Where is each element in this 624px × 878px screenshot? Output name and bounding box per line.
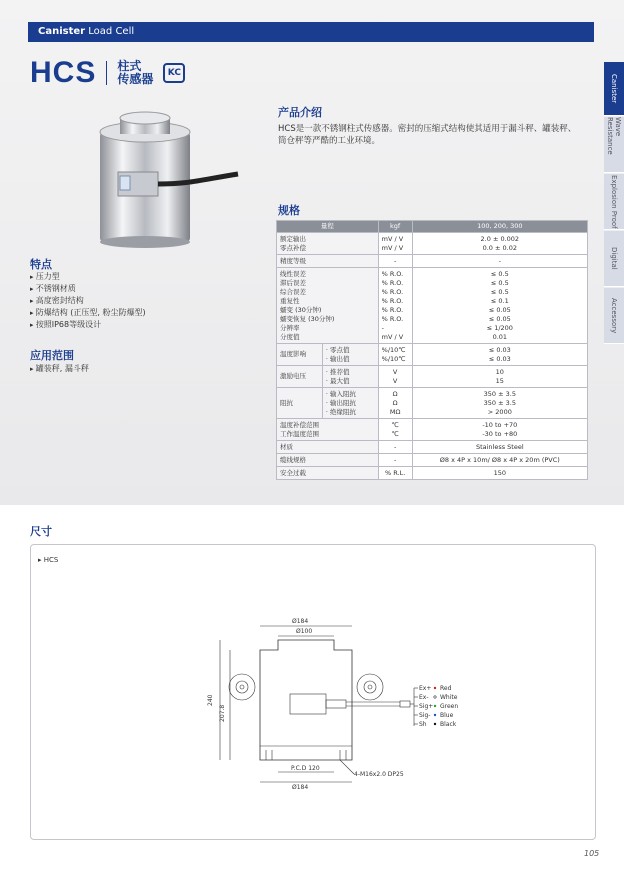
spec-unit: - [381,323,384,332]
spec-name: 线性误差 [280,269,306,278]
spec-value: Ø8 x 4P x 10m/ Ø8 x 4P x 20m (PVC) [412,454,587,467]
spec-unit: - [378,454,412,467]
spec-name: 蠕变恢复 (30分钟) [280,314,335,323]
spec-name: 分度值 [280,332,300,341]
banner-rest: Load Cell [85,26,135,37]
wire-color: Blue [440,712,454,719]
spec-value: 10 [495,367,504,376]
model-code: HCS [30,56,97,89]
wire-sig: Ex- [419,694,429,701]
title-divider [106,61,107,85]
spec-name: 滞后误差 [280,278,306,287]
spec-value: -10 to +70 [482,420,518,429]
spec-row-excite [277,366,588,388]
spec-name: 安全过载 [277,467,379,480]
dim-pcd: P.C.D 120 [291,765,320,772]
features-title: 特点 [30,258,52,271]
feature-item: ▸ 压力型 [30,271,146,283]
spec-cell-value [412,233,587,255]
spec-unit: mV / V [381,234,404,243]
spec-cell-sub [322,344,378,366]
wire-sig: Ex+ [419,685,432,692]
spec-row-temprange [277,419,588,441]
spec-value: ≤ 0.5 [490,269,509,278]
dimensions-label: ▸ HCS [38,556,59,564]
spec-unit: MΩ [389,407,401,416]
spec-cell-sub [322,388,378,419]
spec-value: Stainless Steel [412,441,587,454]
spec-name: 材质 [277,441,379,454]
side-tab-wave-resistance[interactable]: Wave Resistance [604,117,624,173]
product-photo [90,110,240,250]
dim-d184-bottom: Ø184 [292,784,309,791]
spec-sub: · 绝缘阻抗 [325,407,356,416]
spec-cell-value [412,366,587,388]
side-tab-digital[interactable]: Digital [604,231,624,287]
spec-value: 0.0 ± 0.02 [482,243,517,252]
spec-unit: Ω [392,389,398,398]
spec-cell-name [277,233,379,255]
spec-unit: ℃ [391,420,399,429]
spec-table [276,220,588,480]
spec-cell-sub [322,366,378,388]
spec-name: 综合误差 [280,287,306,296]
spec-value: 150 [412,467,587,480]
intro-title: 产品介绍 [278,106,322,119]
dim-height-207: 207.8 [219,704,226,722]
spec-unit: V [392,376,398,385]
page-number: 105 [584,849,600,858]
category-banner [28,22,594,42]
spec-value: ≤ 0.05 [488,305,511,314]
wire-color: Black [440,721,457,728]
spec-header-value: 100, 200, 300 [412,221,587,233]
spec-value: ≤ 0.5 [490,287,509,296]
feature-item: ▸ 防爆结构 (正压型, 粉尘防爆型) [30,307,146,319]
spec-unit: - [378,255,412,268]
intro-text: HCS是一款不锈钢柱式传感器。密封的压缩式结构使其适用于漏斗秤、罐装秤、筒仓秤等严酷的工业环境。 [278,124,577,146]
spec-unit: mV / V [381,332,404,341]
spec-cell-value [412,344,587,366]
wire-color: White [440,694,458,701]
side-tab-explosion-proof[interactable]: Explosion Proof [604,174,624,230]
feature-item: ▸ 按照IP68等级设计 [30,319,146,331]
spec-value: ≤ 0.03 [488,345,511,354]
spec-value: ≤ 0.03 [488,354,511,363]
dimensions-model: HCS [43,556,59,564]
dimensions-title: 尺寸 [30,525,52,538]
spec-cell-name [277,268,379,344]
spec-row-accuracy [277,255,588,268]
model-name-line2: 传感器 [117,72,154,86]
spec-unit: % R.O. [381,314,404,323]
spec-header-name: 量程 [277,221,379,233]
wire-sig: Sig+ [419,703,434,710]
model-name-line1: 柱式 [117,59,142,73]
wire-sig: Sig- [419,712,431,719]
spec-row-errors [277,268,588,344]
spec-value: > 2000 [487,407,512,416]
spec-unit: % R.O. [381,287,404,296]
dimension-drawing [200,610,490,795]
banner-bold: Canister [38,26,86,37]
spec-sub: · 最大值 [325,376,350,385]
spec-row-output [277,233,588,255]
spec-unit: % R.L. [378,467,412,480]
spec-value: 350 ± 3.5 [483,389,516,398]
dim-d100: Ø100 [296,628,313,635]
spec-name: 阻抗 [277,388,323,419]
side-tab-accessory[interactable]: Accessory [604,288,624,344]
spec-unit: % R.O. [381,296,404,305]
spec-row-temp [277,344,588,366]
wire-sig: Sh [419,721,427,728]
spec-unit: V [392,367,398,376]
model-title [30,56,185,90]
spec-value: ≤ 0.05 [488,314,511,323]
feature-item: ▸ 高度密封结构 [30,295,146,307]
spec-value: 350 ± 3.5 [483,398,516,407]
spec-value: ≤ 0.5 [490,278,509,287]
spec-name: 温度补偿范围 [280,420,319,429]
spec-row-resist [277,388,588,419]
model-name-cn [117,60,153,86]
spec-cell-value [412,268,587,344]
spec-name: 分辨率 [280,323,300,332]
spec-cell-unit [378,344,412,366]
spec-value: ≤ 1/200 [486,323,513,332]
spec-name: 精度等级 [277,255,379,268]
spec-unit: - [378,441,412,454]
feature-item: ▸ 不锈钢材质 [30,283,146,295]
spec-sub: · 输出值 [325,354,350,363]
spec-name: 缆线规格 [277,454,379,467]
spec-row-overload [277,467,588,480]
spec-cell-unit [378,419,412,441]
spec-unit: Ω [392,398,398,407]
spec-sub: · 零点值 [325,345,350,354]
application-list [30,363,89,375]
spec-cell-unit [378,233,412,255]
spec-sub: · 输入阻抗 [325,389,356,398]
dim-height-240: 240 [207,694,214,706]
spec-cell-unit [378,388,412,419]
spec-row-material [277,441,588,454]
spec-cell-unit [378,366,412,388]
spec-cell-name [277,419,379,441]
application-title: 应用范围 [30,349,74,362]
spec-unit: %/10℃ [381,354,406,363]
spec-unit: mV / V [381,243,404,252]
spec-cell-unit [378,268,412,344]
features-list [30,271,146,331]
wire-color: Red [440,685,452,692]
spec-cell-value [412,388,587,419]
side-tab-canister[interactable]: Canister [604,62,624,116]
spec-name: 激励电压 [277,366,323,388]
spec-value: 0.01 [492,332,508,341]
spec-name: 蠕变 (30分钟) [280,305,322,314]
spec-unit: % R.O. [381,269,404,278]
spec-name: 温度影响 [277,344,323,366]
spec-row-cable [277,454,588,467]
spec-value: - [412,255,587,268]
wire-color: Green [440,703,459,710]
spec-sub: · 推荐值 [325,367,350,376]
spec-name: 重复性 [280,296,300,305]
application-item: ▸ 罐装秤, 漏斗秤 [30,363,89,375]
spec-unit: % R.O. [381,305,404,314]
spec-cell-value [412,419,587,441]
spec-name: 零点补偿 [280,243,306,252]
spec-value: 2.0 ± 0.002 [480,234,520,243]
spec-value: ≤ 0.1 [490,296,509,305]
spec-unit: % R.O. [381,278,404,287]
dim-thread: 4-M16x2.0 DP25 [354,771,404,778]
spec-name: 额定输出 [280,234,306,243]
kc-cert-icon: KC [163,63,185,83]
spec-value: -30 to +80 [482,429,518,438]
spec-sub: · 输出阻抗 [325,398,356,407]
spec-value: 15 [495,376,504,385]
dim-d184-top: Ø184 [292,618,309,625]
spec-header-unit: kgf [378,221,412,233]
spec-header-row [277,221,588,233]
spec-name: 工作温度范围 [280,429,319,438]
spec-unit: %/10℃ [381,345,406,354]
spec-title: 规格 [278,204,300,217]
spec-unit: ℃ [391,429,399,438]
